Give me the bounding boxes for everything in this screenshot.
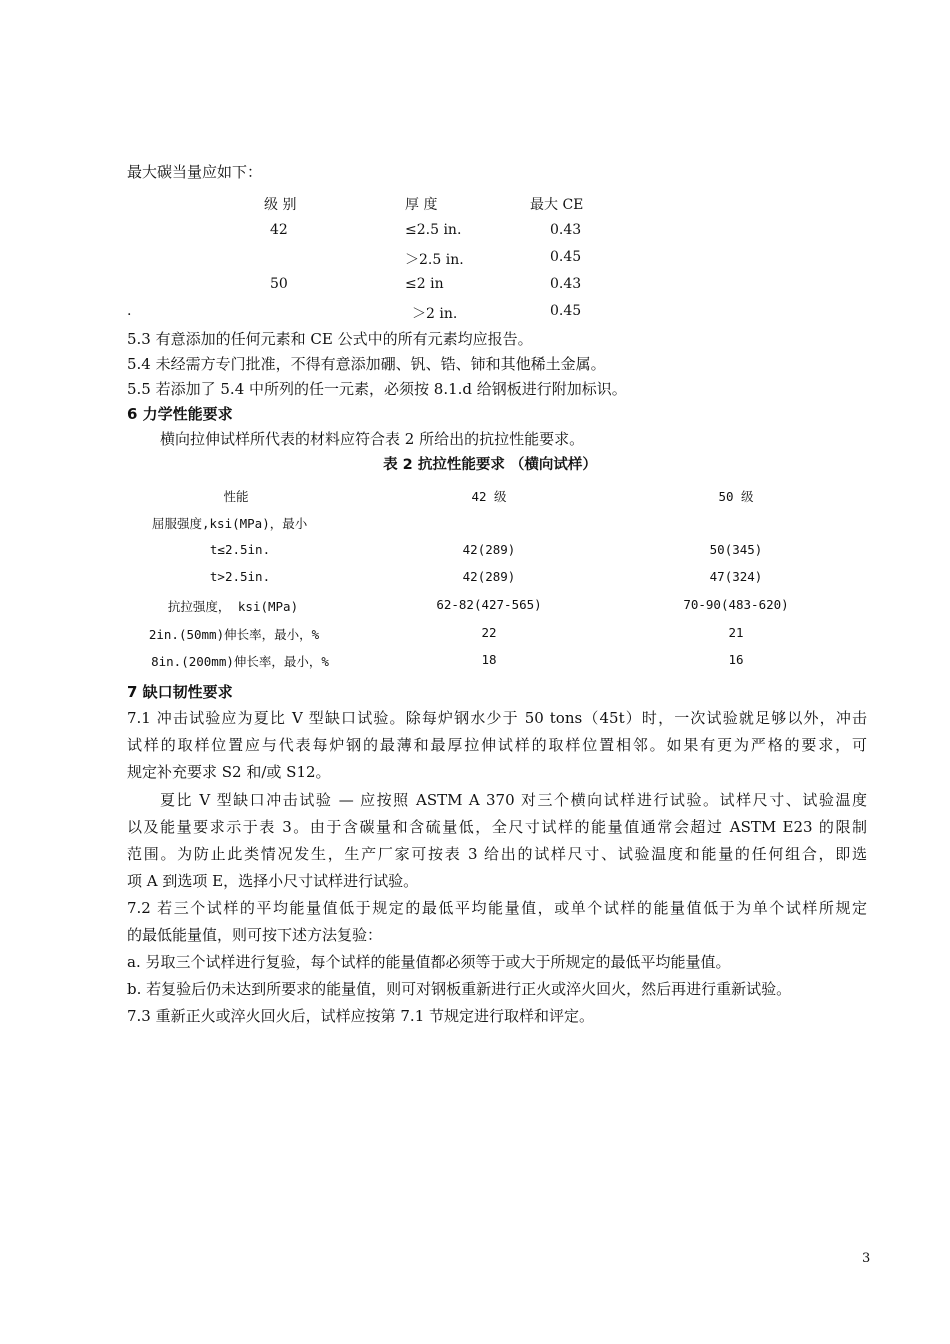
table2-header-property: 性能 xyxy=(223,489,249,504)
section-7-heading: 7 缺口韧性要求 xyxy=(127,683,233,701)
section-7-1-line: 规定补充要求 S2 和/或 S12。 xyxy=(127,763,331,781)
ce-row-thickness: ＞2.5 in. xyxy=(405,252,464,268)
section-7-2-a: a. 另取三个试样进行复验，每个试样的能量值都必须等于或大于所规定的最低平均能量值。 xyxy=(127,953,731,971)
charpy-paragraph-line: 以及能量要求示于表 3。由于含碳量和含硫量低，全尺寸试样的能量值通常会超过 ASTM E23 的限制 xyxy=(127,818,867,836)
intro-text: 最大碳当量应如下： xyxy=(127,163,263,181)
ce-row-value: 0.45 xyxy=(550,303,582,319)
ce-row-grade: 50 xyxy=(270,276,288,292)
section-7-1-line: 试样的取样位置应与代表每炉钢的最薄和最厚拉伸试样的取样位置相邻。如果有更为严格的要求，可 xyxy=(127,736,867,754)
table2-cell: 70-90(483-620) xyxy=(683,597,789,612)
table2-cell: 50(345) xyxy=(709,542,763,557)
ce-row-value: 0.43 xyxy=(550,276,582,292)
section-6-text: 横向拉伸试样所代表的材料应符合表 2 所给出的抗拉性能要求。 xyxy=(160,430,585,448)
ce-row-thickness: ≤2.5 in. xyxy=(405,222,462,238)
section-7-1-line: 7.1 冲击试验应为夏比 V 型缺口试验。除每炉钢水少于 50 tons（45t）时，一次试验就足够以外，冲击 xyxy=(127,709,867,727)
ce-row-thickness: ＞2 in. xyxy=(412,306,458,322)
charpy-paragraph-line: 夏比 V 型缺口冲击试验 — 应按照 ASTM A 370 对三个横向试样进行试验。试样尺寸、试验温度 xyxy=(160,791,867,809)
table2-cell: 42(289) xyxy=(462,569,516,584)
table2-header-grade50: 50 级 xyxy=(718,489,754,504)
table2-cell: 22 xyxy=(481,625,497,640)
table2-cell: 16 xyxy=(728,652,744,667)
page-number: 3 xyxy=(862,1251,871,1266)
charpy-paragraph-line: 范围。为防止此类情况发生，生产厂家可按表 3 给出的试样尺寸、试验温度和能量的任何组合，即选 xyxy=(127,845,867,863)
table2-title: 表 2 抗拉性能要求 （横向试样） xyxy=(383,457,597,473)
table2-cell: 18 xyxy=(481,652,497,667)
table2-row-label: 2in.(50mm)伸长率，最小，% xyxy=(148,627,320,642)
ce-row-thickness: ≤2 in xyxy=(405,276,444,292)
table2-row-label: 抗拉强度， ksi(MPa) xyxy=(167,599,299,614)
ce-header-thickness: 厚 度 xyxy=(405,197,438,213)
table2-row-label: 屈服强度,ksi(MPa)，最小 xyxy=(152,516,308,531)
table2-row-label: t>2.5in. xyxy=(209,569,271,584)
table2-row-label: t≤2.5in. xyxy=(209,542,271,557)
ce-row-value: 0.43 xyxy=(550,222,582,238)
ce-row-grade: 42 xyxy=(270,222,288,238)
section-7-2-line: 的最低能量值，则可按下述方法复验： xyxy=(127,926,383,944)
section-5-5: 5.5 若添加了 5.4 中所列的任一元素，必须按 8.1.d 给钢板进行附加标识。 xyxy=(127,380,627,398)
ce-row-value: 0.45 xyxy=(550,249,582,265)
section-7-2-line: 7.2 若三个试样的平均能量值低于规定的最低平均能量值，或单个试样的能量值低于为单个试样所规定 xyxy=(127,899,867,917)
section-5-4: 5.4 未经需方专门批准，不得有意添加硼、钒、锆、铈和其他稀土金属。 xyxy=(127,355,606,373)
ce-header-grade: 级 别 xyxy=(264,197,297,213)
table2-cell: 42(289) xyxy=(462,542,516,557)
ce-row-grade: . xyxy=(127,303,132,319)
table2-cell: 21 xyxy=(728,625,744,640)
table2-cell: 47(324) xyxy=(709,569,763,584)
ce-header-max-ce: 最大 CE xyxy=(530,197,584,213)
charpy-paragraph-line: 项 A 到选项 E，选择小尺寸试样进行试验。 xyxy=(127,872,419,890)
section-7-3: 7.3 重新正火或淬火回火后，试样应按第 7.1 节规定进行取样和评定。 xyxy=(127,1007,595,1025)
table2-header-grade42: 42 级 xyxy=(471,489,507,504)
table2-cell: 62-82(427-565) xyxy=(436,597,542,612)
table2-row-label: 8in.(200mm)伸长率，最小，% xyxy=(151,654,329,669)
section-6-heading: 6 力学性能要求 xyxy=(127,405,233,423)
section-7-2-b: b. 若复验后仍未达到所要求的能量值，则可对钢板重新进行正火或淬火回火，然后再进行重新试验。 xyxy=(127,980,792,998)
section-5-3: 5.3 有意添加的任何元素和 CE 公式中的所有元素均应报告。 xyxy=(127,330,533,348)
